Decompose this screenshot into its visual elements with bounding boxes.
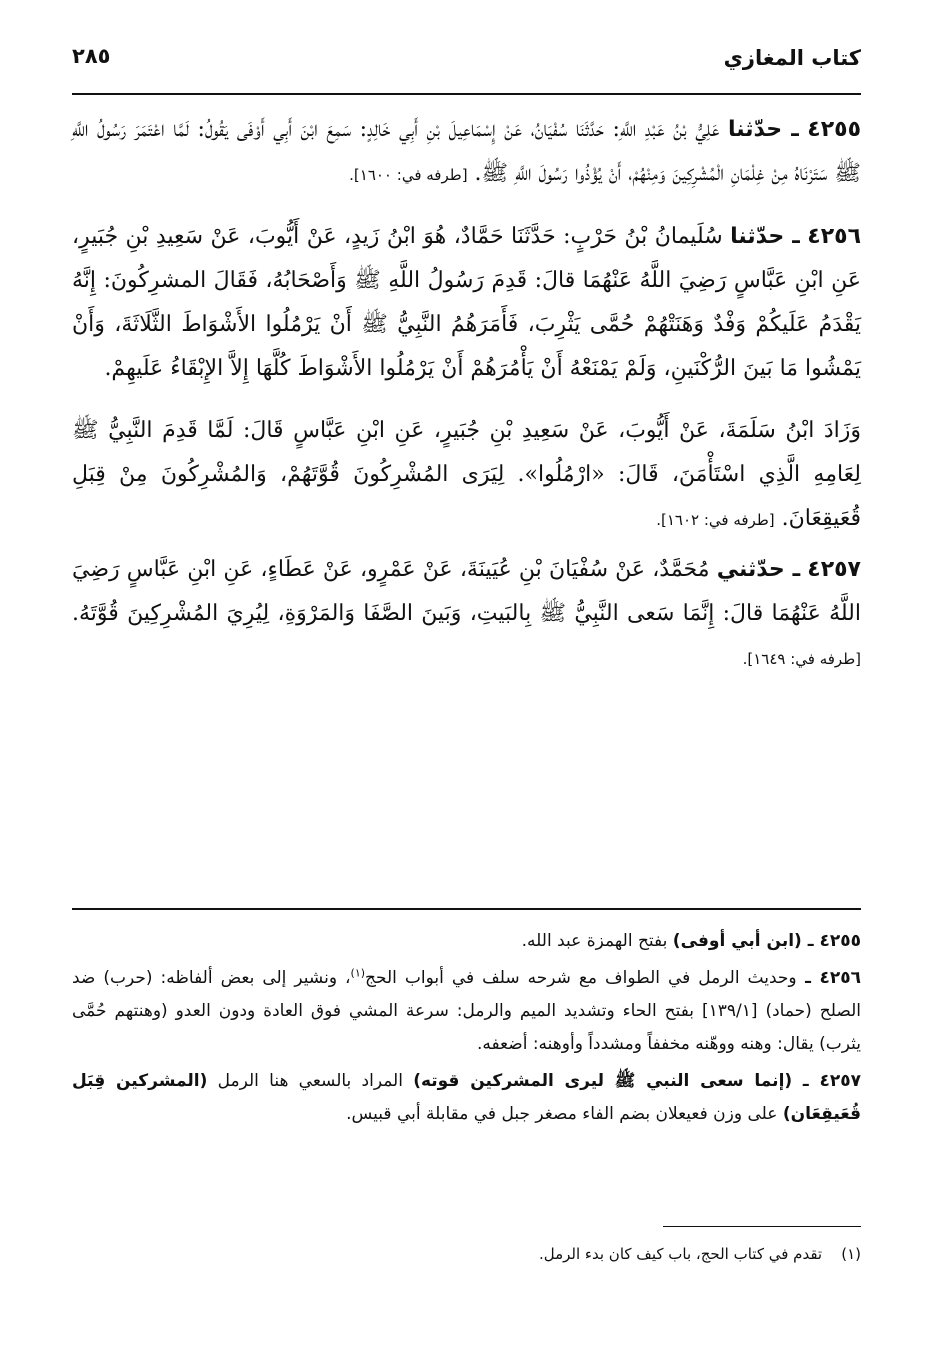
note-number: ٤٢٥٦ [819, 968, 861, 988]
note-body: وحديث الرمل في الطواف مع شرحه سلف في أبواب الحج [365, 968, 797, 988]
cross-reference: [طرفه في: ١٦٤٩]. [742, 650, 861, 668]
note-body-continued: ، ونشير إلى بعض ألفاظه: (حرب) ضد الصلح (حماد) [١٣٩/١] بفتح الحاء وتشديد الميم والرمل: سرعة المشي فوق العادة ودون العدو (وهنتهم حُمَّى يثرب) يقال: وهنه ووهّنه مخففاً ومشدداً وأوهنه: أضعفه. [72, 968, 861, 1054]
hadith-body: عَلِيُّ بْنُ عَبْدِ اللَّهِ: حَدَّثَنَا سُفْيَانُ، عَنْ إِسْمَاعِيلَ بْنِ أَبِي خَالِدٍ: سَمِعَ ابْنَ أَبِي أَوْفَى يَقُولُ: لَمَّا اعْتَمَرَ رَسُولُ اللَّهِ ﷺ سَتَرْنَاهُ مِنْ غِلْمَانِ الْمُشْرِكِينَ وَمِنْهُمْ، أَنْ يُؤْذُوا رَسُولَ اللَّهِ ﷺ. [72, 117, 861, 186]
footnote-text: تقدم في كتاب الحج، باب كيف كان بدء الرمل. [538, 1245, 823, 1263]
hadith-addition [72, 409, 861, 542]
note-number: ٤٢٥٥ [819, 931, 861, 951]
footnote [72, 1240, 861, 1268]
hadith-body: سُلَيمانُ بْنُ حَرْبٍ: حَدَّثَنَا حَمَّادٌ، هُوَ ابْنُ زَيدٍ، عَنْ أَيُّوبَ، عَنْ سَعِيدِ بْنِ جُبَيرٍ، عَنِ ابْنِ عَبَّاسٍ رَضِيَ اللَّهُ عَنْهُمَا قالَ: قَدِمَ رَسُولُ اللَّهِ ﷺ وَأَصْحَابُهُ، فَقَالَ المشرِكُونَ: إِنَّهُ يَقْدَمُ عَلَيكُمْ وَفْدٌ وَهَنَتْهُمْ حُمَّى يَثْرِبَ، فَأَمَرَهُمُ النَّبِيُّ ﷺ أَنْ يَرْمُلُوا الأَشْوَاطَ الثَّلَاثَةَ، وَأَنْ يَمْشُوا مَا بَينَ الرُّكْنَينِ، وَلَمْ يَمْنَعْهُ أَنْ يَأْمُرَهُمْ أَنْ يَرْمُلُوا الأَشْوَاطَ كُلَّهَا إِلاَّ الإِبْقَاءُ عَلَيهِمْ. [72, 224, 861, 381]
note-body: المراد بالسعي هنا الرمل [217, 1071, 403, 1091]
page-header [72, 40, 861, 88]
hadith-number: ٤٢٥٦ [807, 224, 862, 249]
hadith-lead: حدّثنا [727, 117, 783, 142]
footnote-divider [663, 1226, 861, 1227]
book-title: كتاب المغازي [723, 46, 861, 70]
footnote-marker[interactable]: (١) [350, 966, 366, 980]
hadith-4257: ٤٢٥٧ ـ حدّثني مُحَمَّدٌ، عَنْ سُفْيَانَ بْنِ عُيَينَةَ، عَنْ عَمْرٍو، عَنْ عَطَاءٍ، عَنِ ابْنِ عَبَّاسٍ رَضِيَ اللَّهُ عَنْهُمَا قالَ: إِنَّمَا سَعى النَّبِيُّ ﷺ بِالبَيتِ، وَبَينَ الصَّفَا وَالمَرْوَةِ، لِيُرِيَ المُشْرِكِينَ قُوَّتَهُ. [طرفه في: ١٦٤٩]. [72, 557, 861, 668]
page-number: ٢٨٥ [72, 44, 111, 68]
hadith-body: مُحَمَّدٌ، عَنْ سُفْيَانَ بْنِ عُيَينَةَ، عَنْ عَمْرٍو، عَنْ عَطَاءٍ، عَنِ ابْنِ عَبَّاسٍ رَضِيَ اللَّهُ عَنْهُمَا قالَ: إِنَّمَا سَعى النَّبِيُّ ﷺ بِالبَيتِ، وَبَينَ الصَّفَا وَالمَرْوَةِ، لِيُرِيَ المُشْرِكِينَ قُوَّتَهُ. [72, 557, 861, 626]
commentary [72, 925, 861, 1135]
note-4256: ٤٢٥٦ ـ وحديث الرمل في الطواف مع شرحه سلف في أبواب الحج$^{(١)}$، ونشير إلى بعض ألفاظه: (حرب) ضد الصلح (حماد) [١٣٩/١] بفتح الحاء وتشديد الميم والرمل: سرعة المشي فوق العادة ودون العدو (وهنتهم حُمَّى يثرب) يقال: وهنه ووهّنه مخففاً ومشدداً وأوهنه: أضعفه. [72, 966, 861, 1054]
hadith-lead: حدّثني [716, 557, 785, 582]
note-term: (ابن أبي أوفى) [672, 931, 802, 951]
header-divider [72, 93, 861, 95]
commentary-divider [72, 908, 861, 910]
hadith-lead: حدّثنا [730, 224, 785, 249]
hadith-4255: ٤٢٥٥ ـ حدّثنا عَلِيُّ بْنُ عَبْدِ اللَّهِ: حَدَّثَنَا سُفْيَانُ، عَنْ إِسْمَاعِيلَ بْنِ أَبِي خَالِدٍ: سَمِعَ ابْنَ أَبِي أَوْفَى يَقُولُ: لَمَّا اعْتَمَرَ رَسُولُ اللَّهِ ﷺ سَتَرْنَاهُ مِنْ غِلْمَانِ الْمُشْرِكِينَ وَمِنْهُمْ، أَنْ يُؤْذُوا رَسُولَ اللَّهِ ﷺ. [طرفه في: ١٦٠٠]. [72, 117, 861, 186]
hadith-number: ٤٢٥٧ [807, 557, 861, 582]
note-term-2: (المشركين قِبَل قُعَيقِعَان) [72, 1071, 861, 1124]
note-term: (إنما سعى النبي ﷺ ليرى المشركين قوته) [413, 1071, 793, 1091]
note-number: ٤٢٥٧ [819, 1071, 862, 1091]
note-4257: ٤٢٥٧ ـ (إنما سعى النبي ﷺ ليرى المشركين قوته) المراد بالسعي هنا الرمل (المشركين قِبَل قُعَيقِعَان) على وزن فعيعلان بضم الفاء مصغر جبل في مقابلة أبي قبيس. [72, 1071, 862, 1124]
note-4255: ٤٢٥٥ ـ (ابن أبي أوفى) بفتح الهمزة عبد الله. [521, 931, 861, 951]
note-body-continued: على وزن فعيعلان بضم الفاء مصغر جبل في مقابلة أبي قبيس. [346, 1104, 778, 1124]
cross-reference: [طرفه في: ١٦٠٢]. [656, 511, 775, 529]
hadith-number: ٤٢٥٥ [807, 117, 861, 142]
hadith-text [72, 108, 861, 699]
cross-reference: [طرفه في: ١٦٠٠]. [349, 166, 468, 184]
note-body: بفتح الهمزة عبد الله. [521, 931, 668, 951]
hadith-body: وَزَادَ ابْنُ سَلَمَةَ، عَنْ أَيُّوبَ، عَنْ سَعِيدِ بْنِ جُبَيرٍ، عَنِ ابْنِ عَبَّاسٍ قَالَ: لَمَّا قَدِمَ النَّبِيُّ ﷺ لِعَامِهِ الَّذِي اسْتَأْمَنَ، قَالَ: «ارْمُلُوا». لِيَرَى المُشْرِكُونَ قُوَّتَهُمْ، وَالمُشْرِكُونَ مِنْ قِبَلِ قُعَيقِعَانَ. [72, 418, 861, 531]
footnote-number: (١) [841, 1245, 861, 1263]
hadith-4256: ٤٢٥٦ ـ حدّثنا سُلَيمانُ بْنُ حَرْبٍ: حَدَّثَنَا حَمَّادٌ، هُوَ ابْنُ زَيدٍ، عَنْ أَيُّوبَ، عَنْ سَعِيدِ بْنِ جُبَيرٍ، عَنِ ابْنِ عَبَّاسٍ رَضِيَ اللَّهُ عَنْهُمَا قالَ: قَدِمَ رَسُولُ اللَّهِ ﷺ وَأَصْحَابُهُ، فَقَالَ المشرِكُونَ: إِنَّهُ يَقْدَمُ عَلَيكُمْ وَفْدٌ وَهَنَتْهُمْ حُمَّى يَثْرِبَ، فَأَمَرَهُمُ النَّبِيُّ ﷺ أَنْ يَرْمُلُوا الأَشْوَاطَ الثَّلَاثَةَ، وَأَنْ يَمْشُوا مَا بَينَ الرُّكْنَينِ، وَلَمْ يَمْنَعْهُ أَنْ يَأْمُرَهُمْ أَنْ يَرْمُلُوا الأَشْوَاطَ كُلَّهَا إِلاَّ الإِبْقَاءُ عَلَيهِمْ. [72, 224, 862, 381]
